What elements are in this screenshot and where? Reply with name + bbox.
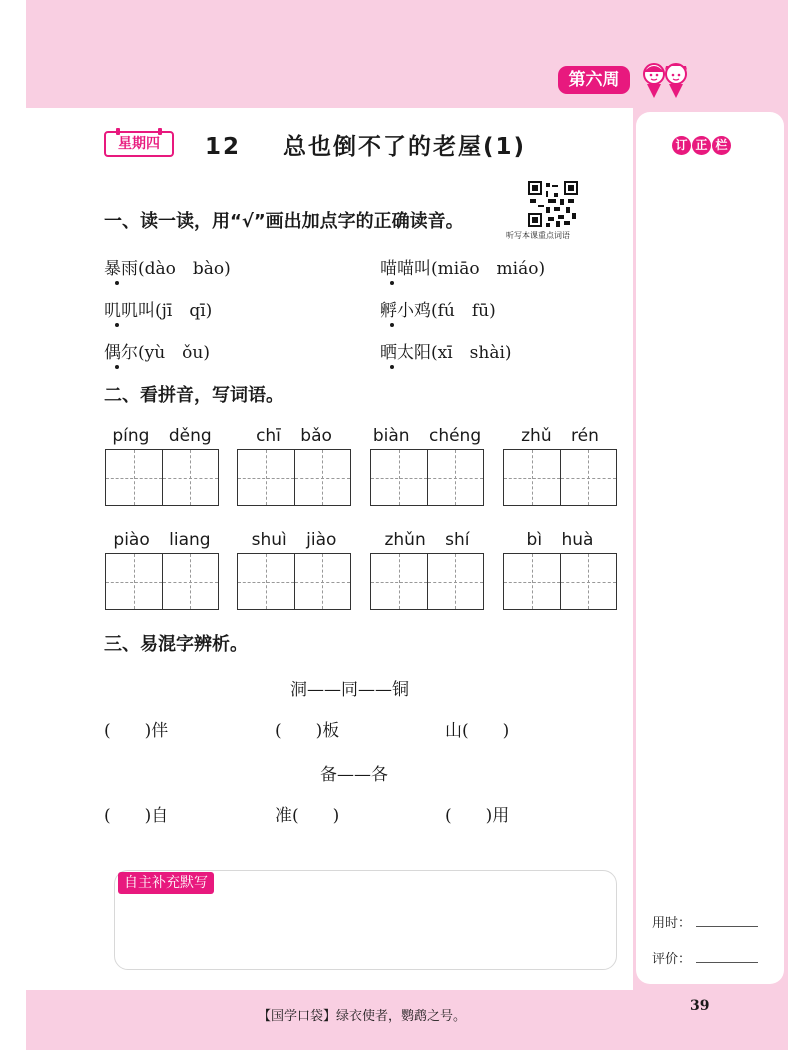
writing-grid[interactable] bbox=[370, 449, 484, 506]
writing-grid[interactable] bbox=[105, 553, 219, 610]
writing-grid[interactable] bbox=[237, 553, 351, 610]
section-2-heading: 二、看拼音，写词语。 bbox=[104, 385, 284, 406]
reading-item: 喵喵叫(miāo miáo) bbox=[380, 259, 546, 279]
reading-item: 叽叽叫(jī qī) bbox=[104, 301, 213, 321]
pinyin-label: bì huà bbox=[526, 530, 594, 550]
confusable-group-title: 洞——同——铜 bbox=[290, 680, 409, 700]
time-blank[interactable] bbox=[696, 926, 758, 927]
reading-item: 偶尔(yù ǒu) bbox=[104, 343, 211, 363]
lesson-title bbox=[205, 128, 526, 161]
emphasis-dot bbox=[115, 323, 119, 327]
pinyin-label: zhǔ rén bbox=[521, 426, 599, 446]
time-label: 用时： bbox=[652, 916, 692, 931]
weekday-tag: 星期四 bbox=[104, 131, 174, 157]
writing-grid[interactable] bbox=[105, 449, 219, 506]
pinyin-label: zhǔn shí bbox=[384, 530, 470, 550]
pinyin-label: shuì jiào bbox=[251, 530, 337, 550]
lesson-number: 12 bbox=[205, 134, 242, 160]
fill-blank-item[interactable]: ( )自 bbox=[104, 806, 169, 826]
writing-grid[interactable] bbox=[503, 449, 617, 506]
fill-blank-item[interactable]: ( )用 bbox=[445, 806, 510, 826]
reading-item: 暴雨(dào bào) bbox=[104, 259, 231, 279]
correction-char: 栏 bbox=[712, 136, 731, 155]
section-3-heading: 三、易混字辨析。 bbox=[104, 634, 248, 655]
proverb: 【国学口袋】绿衣使者，鹦鹉之号。 bbox=[258, 1009, 467, 1024]
section-1-heading: 一、读一读，用“√”画出加点字的正确读音。 bbox=[104, 211, 464, 232]
pinyin-label: chī bǎo bbox=[256, 426, 332, 446]
emphasis-dot bbox=[390, 365, 394, 369]
rating-label: 评价： bbox=[652, 952, 692, 967]
lesson-name: 总也倒不了的老屋(1) bbox=[283, 134, 527, 160]
fill-blank-item[interactable]: ( )伴 bbox=[104, 721, 169, 741]
emphasis-dot bbox=[390, 281, 394, 285]
confusable-group-title: 备——各 bbox=[320, 765, 388, 785]
fill-blank-item[interactable]: 准( ) bbox=[275, 806, 340, 826]
correction-char: 订 bbox=[672, 136, 691, 155]
qr-caption: 听写本课重点词语 bbox=[506, 231, 570, 240]
writing-grid[interactable] bbox=[370, 553, 484, 610]
emphasis-dot bbox=[115, 281, 119, 285]
week-badge: 第六周 bbox=[558, 66, 630, 94]
dictation-title: 自主补充默写 bbox=[118, 872, 214, 894]
correction-panel bbox=[636, 112, 784, 984]
emphasis-dot bbox=[390, 323, 394, 327]
emphasis-dot bbox=[115, 365, 119, 369]
correction-char: 正 bbox=[692, 136, 711, 155]
pinyin-label: biàn chéng bbox=[372, 426, 482, 446]
pinyin-label: piào liang bbox=[113, 530, 211, 550]
pinyin-label: píng děng bbox=[112, 426, 212, 446]
fill-blank-item[interactable]: 山( ) bbox=[445, 721, 510, 741]
writing-grid[interactable] bbox=[237, 449, 351, 506]
qr-code-icon[interactable] bbox=[528, 181, 578, 227]
writing-grid[interactable] bbox=[503, 553, 617, 610]
reading-item: 孵小鸡(fú fū) bbox=[380, 301, 496, 321]
kids-mascot-icon bbox=[636, 60, 696, 100]
correction-column-label bbox=[672, 136, 731, 155]
page-number: 39 bbox=[690, 998, 710, 1014]
rating-blank[interactable] bbox=[696, 962, 758, 963]
fill-blank-item[interactable]: ( )板 bbox=[275, 721, 340, 741]
reading-item: 晒太阳(xī shài) bbox=[380, 343, 512, 363]
